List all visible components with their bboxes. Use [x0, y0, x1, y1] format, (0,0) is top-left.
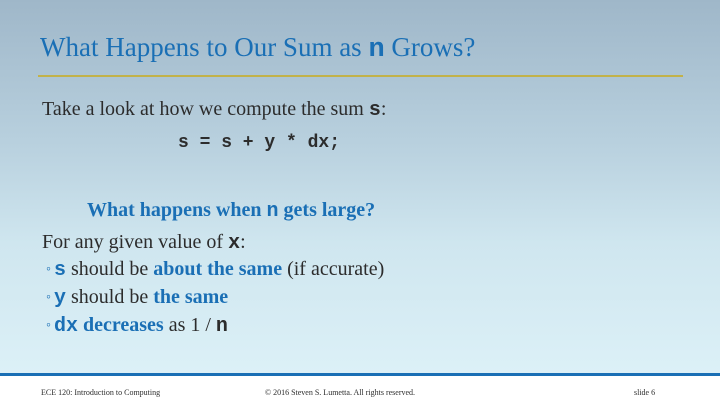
bullet-highlight: about the same	[153, 258, 283, 280]
bullet-marker: ◦	[46, 318, 51, 333]
title-text-end: Grows?	[384, 32, 476, 62]
code-statement: s = s + y * dx;	[178, 133, 341, 153]
intro-text: Take a look at how we compute the sum	[42, 98, 369, 120]
bullet-text: should be	[65, 286, 154, 308]
bullet-variable-end: n	[215, 315, 228, 338]
bullet-marker: ◦	[46, 290, 51, 305]
question-text-end: gets large?	[278, 199, 376, 221]
title-divider	[38, 75, 683, 77]
bullet-text-end: (if accurate)	[282, 258, 385, 280]
slide-title	[40, 32, 475, 65]
intro-colon: :	[380, 98, 387, 120]
bullet-item	[46, 258, 384, 286]
title-variable: n	[368, 35, 385, 65]
question-variable: n	[266, 200, 279, 223]
title-text: What Happens to Our Sum as	[40, 32, 369, 62]
footer-slide-number: slide 6	[634, 388, 656, 397]
bullet-highlight: decreases	[77, 314, 164, 336]
bullet-item	[46, 314, 384, 342]
bullet-marker: ◦	[46, 262, 51, 277]
bullet-highlight: the same	[153, 286, 229, 308]
footer-course: ECE 120: Introduction to Computing	[41, 388, 161, 397]
bullet-text: as 1 /	[163, 314, 216, 336]
bullet-text: should be	[65, 258, 154, 280]
bullet-item	[46, 286, 384, 314]
bullet-variable: dx	[53, 315, 78, 338]
given-colon: :	[240, 231, 246, 253]
question-text: What happens when	[87, 199, 267, 221]
bullet-variable: s	[53, 259, 66, 282]
question-line	[87, 199, 375, 223]
given-line	[42, 231, 246, 255]
bullet-variable: y	[53, 287, 66, 310]
intro-line	[42, 98, 386, 122]
intro-variable: s	[368, 99, 381, 122]
given-variable: x	[228, 232, 241, 255]
footer-copyright: © 2016 Steven S. Lumetta. All rights reserved.	[265, 388, 416, 397]
given-text: For any given value of	[42, 231, 229, 253]
bullet-list	[46, 258, 384, 342]
